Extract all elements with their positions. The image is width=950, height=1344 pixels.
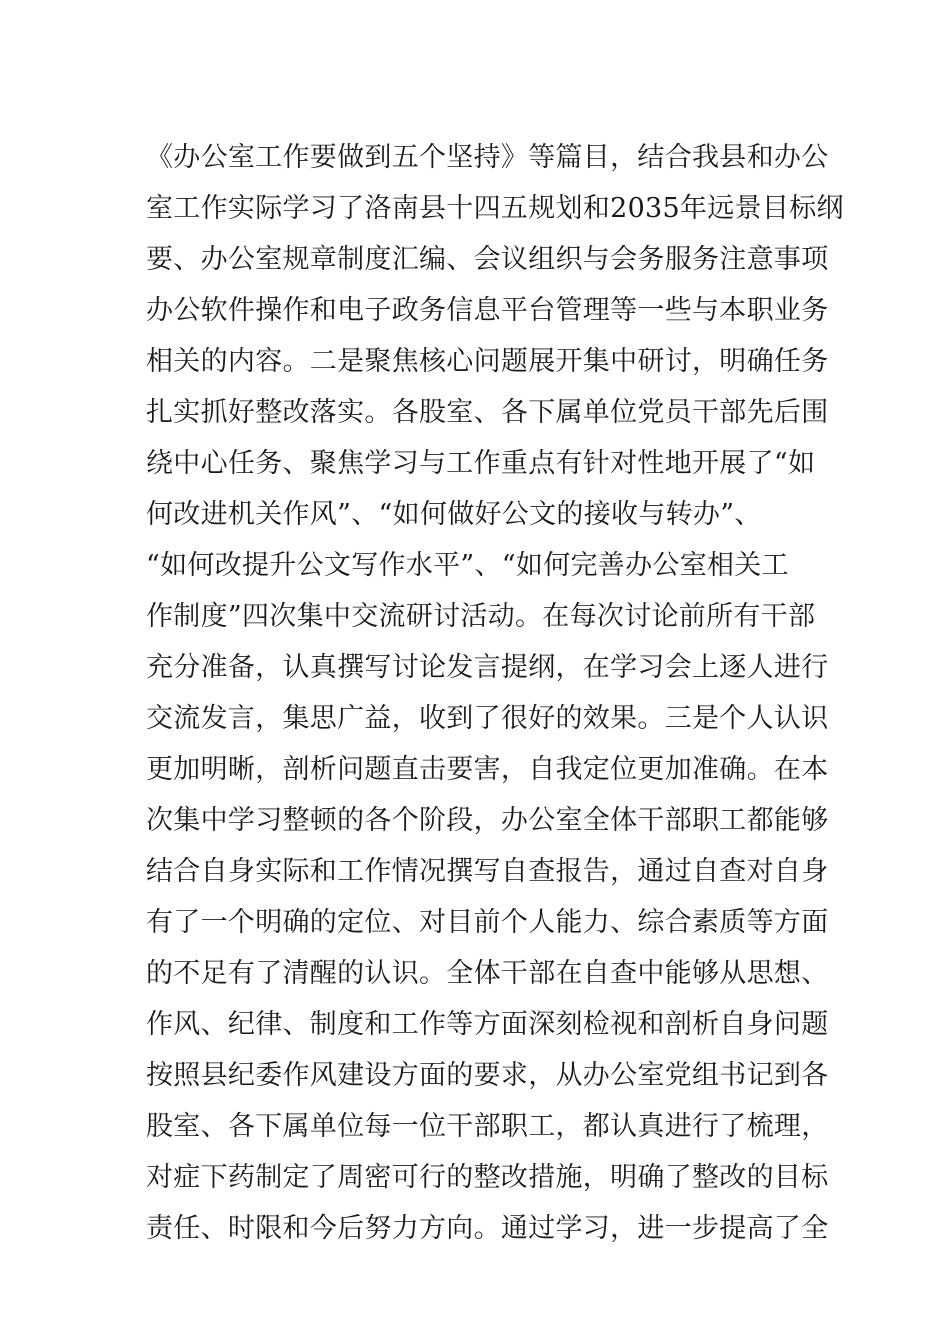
text-line: 次集中学习整顿的各个阶段，办公室全体干部职工都能够 bbox=[146, 805, 829, 836]
text-line: “如何改提升公文写作水平”、“如何完善办公室相关工 bbox=[146, 550, 789, 581]
text-line: 作风、纪律、制度和工作等方面深刻检视和剖析自身问题 bbox=[146, 1009, 829, 1040]
document-body-text bbox=[146, 132, 844, 1254]
text-line: 相关的内容。二是聚焦核心问题展开集中研讨，明确任务 bbox=[146, 346, 829, 377]
text-line: 要、办公室规章制度汇编、会议组织与会务服务注意事项 bbox=[146, 244, 829, 275]
text-line: 《办公室工作要做到五个坚持》等篇目，结合我县和办公 bbox=[146, 142, 829, 173]
text-line: 按照县纪委作风建设方面的要求，从办公室党组书记到各 bbox=[146, 1060, 829, 1091]
text-line: 室工作实际学习了洛南县十四五规划和2035年远景目标纲 bbox=[146, 193, 844, 224]
text-line: 扎实抓好整改落实。各股室、各下属单位党员干部先后围 bbox=[146, 397, 829, 428]
text-line: 对症下药制定了周密可行的整改措施，明确了整改的目标 bbox=[146, 1162, 829, 1193]
text-line: 作制度”四次集中交流研讨活动。在每次讨论前所有干部 bbox=[146, 601, 816, 632]
text-line: 责任、时限和今后努力方向。通过学习，进一步提高了全 bbox=[146, 1213, 829, 1244]
text-line: 何改进机关作风”、“如何做好公文的接收与转办”、 bbox=[146, 499, 762, 530]
text-line: 更加明晰，剖析问题直击要害，自我定位更加准确。在本 bbox=[146, 754, 829, 785]
text-line: 交流发言，集思广益，收到了很好的效果。三是个人认识 bbox=[146, 703, 829, 734]
text-line: 办公软件操作和电子政务信息平台管理等一些与本职业务 bbox=[146, 295, 829, 326]
text-line: 充分准备，认真撰写讨论发言提纲，在学习会上逐人进行 bbox=[146, 652, 829, 683]
text-line: 结合自身实际和工作情况撰写自查报告，通过自查对自身 bbox=[146, 856, 829, 887]
text-line: 绕中心任务、聚焦学习与工作重点有针对性地开展了“如 bbox=[146, 448, 816, 479]
text-line: 有了一个明确的定位、对目前个人能力、综合素质等方面 bbox=[146, 907, 829, 938]
text-line: 的不足有了清醒的认识。全体干部在自查中能够从思想、 bbox=[146, 958, 829, 989]
text-line: 股室、各下属单位每一位干部职工，都认真进行了梳理， bbox=[146, 1111, 829, 1142]
